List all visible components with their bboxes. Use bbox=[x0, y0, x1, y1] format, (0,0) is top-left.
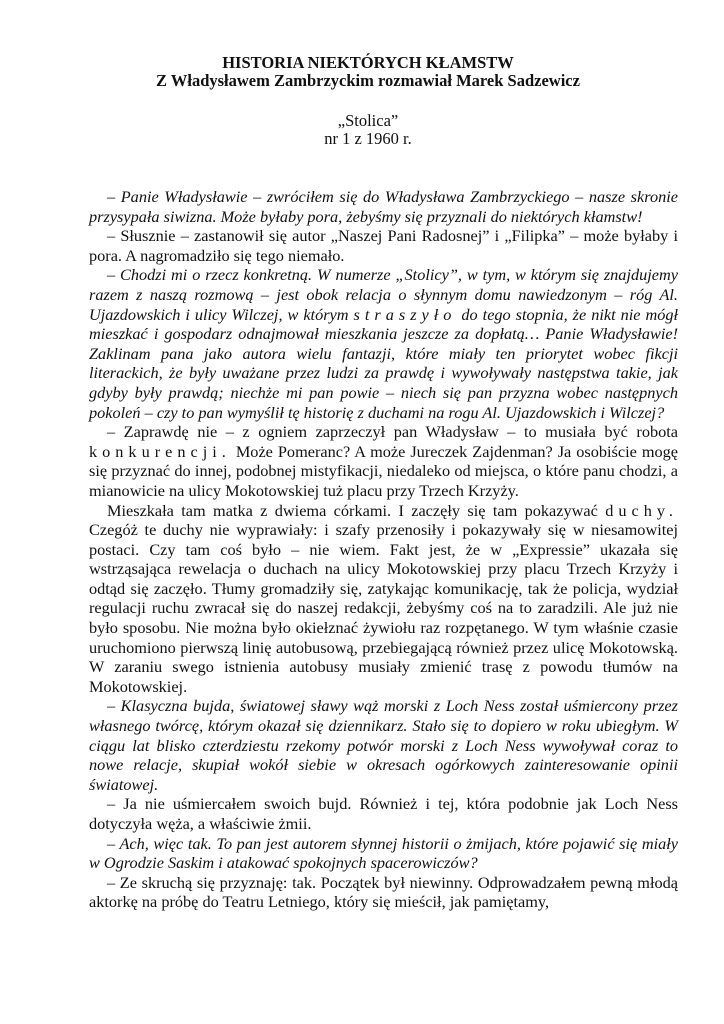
source-publication: „Stolica” bbox=[337, 111, 399, 130]
spaced-emphasis-text: duchy. bbox=[605, 500, 678, 520]
paragraph-text: Mieszkała tam matka z dwiema córkami. I zaczęły się tam pokazywać bbox=[107, 500, 606, 520]
paragraph-text: Może Pomeranc? A może Jureczek Zajdenman? Ja osobiście mogę się przyznać do innej, podobnej mistyfikacji, niedaleko od miejsca, o które panu chodzi, a mianowicie na ulicy Mokotowskiej tuż placu przy Trzech Krzyży. bbox=[89, 441, 678, 500]
source-issue: nr 1 z 1960 r. bbox=[324, 129, 412, 148]
paragraph bbox=[89, 873, 678, 912]
paragraph-text: do tego stopnia, że nikt nie mógł mieszkać i gospodarz odnajmował mieszkania jeszcze za dopłatą… Panie Władysławie! Zaklinam pana jako autora wielu fantazji, które miały ten priorytet wobec fikcji literackich, że były uważane przez ludzi za prawdę i wywoływały następstwa takie, jak gdyby były prawdą; niechże mi pan powie – niech się pan przyzna wobec następnych pokoleń – czy to pan wymyślił tę historię z duchami na rogu Al. Ujazdowskich i Wilczej? bbox=[89, 304, 679, 422]
paragraph bbox=[89, 265, 678, 422]
paragraph-text: – Ja nie uśmiercałem swoich bujd. Również i tej, która podobnie jak Loch Ness dotyczyła węża, a właściwie żmii. bbox=[89, 794, 678, 833]
spaced-emphasis-text: straszyło bbox=[353, 304, 457, 324]
paragraph-text: – Klasyczna bujda, światowej sławy wąż morski z Loch Ness został uśmiercony przez własnego twórcę, którym okazał się dziennikarz. Stało się to dopiero w roku ubiegłym. W ciągu lat blisko czterdziestu rzekomy potwór morski z Loch Ness wywoływał coraz to nowe relacje, skupiał wokół siebie w okresach ogórkowych zainteresowanie opinii światowej. bbox=[89, 696, 678, 794]
paragraph-text: – Panie Władysławie – zwróciłem się do Władysława Zambrzyckiego – nasze skronie przysypała siwizna. Może byłaby pora, żebyśmy się przyznali do niektórych kłamstw! bbox=[89, 187, 678, 226]
paragraph-text: Czegóż te duchy nie wyprawiały: i szafy przenosiły i pokazywały się w niesamowitej postaci. Czy tam coś było – nie wiem. Fakt jest, że w „Expressie” ukazała się wstrząsająca rewelacja o duchach na ulicy Mokotowskiej przy placu Trzech Krzyży i odtąd się zaczęło. Tłumy gromadziły się, zatykając komunikację, tak że policja, wydział regulacji ruchu zwracał się do naszej redakcji, żebyśmy coś na to zaradzili. Ale już nie było sposobu. Nie można było okiełznać żywiołu raz rozpętanego. W tym właśnie czasie uruchomiono pierwszą linię autobusową, przebiegającą również przez ulicę Mokotowską. W zaraniu swego istnienia autobusy musiały zmienić trasę z powodu tłumów na Mokotowskiej. bbox=[89, 520, 678, 696]
paragraph-text: – Chodzi mi o rzecz konkretną. W numerze „Stolicy”, w tym, w którym się znajdujemy razem z naszą rozmową – jest obok relacja o słynnym domu nawiedzonym – róg Al. Ujazdowskich i ulicy Wilczej, w którym bbox=[89, 265, 678, 324]
paragraph bbox=[89, 696, 678, 794]
article-subtitle: Z Władysławem Zambrzyckim rozmawiał Marek Sadzewicz bbox=[156, 71, 580, 90]
paragraph-text: – Zaprawdę nie – z ogniem zaprzeczył pan Władysław – to musiała być robota bbox=[107, 422, 678, 442]
paragraph bbox=[89, 834, 678, 873]
spaced-emphasis-text: konkurencji. bbox=[89, 441, 231, 461]
paragraph bbox=[89, 501, 678, 697]
article-title: HISTORIA NIEKTÓRYCH KŁAMSTW bbox=[222, 53, 514, 72]
paragraph-text: – Ach, więc tak. To pan jest autorem słynnej historii o żmijach, które pojawić się miały w Ogrodzie Saskim i atakować spokojnych spacerowiczów? bbox=[89, 833, 678, 873]
paragraph-text: – Ze skruchą się przyznaję: tak. Początek był niewinny. Odprowadzałem pewną młodą aktorkę na próbę do Teatru Letniego, który się mieścił, jak pamiętamy, bbox=[89, 872, 678, 912]
paragraph bbox=[89, 226, 678, 265]
paragraph bbox=[89, 794, 678, 833]
article-body bbox=[89, 187, 678, 912]
paragraph bbox=[89, 422, 678, 500]
paragraph bbox=[89, 187, 678, 226]
paragraph-text: – Słusznie – zastanowił się autor „Naszej Pani Radosnej” i „Filipka” – może byłaby i pora. A nagromadziło się tego niemało. bbox=[89, 226, 678, 265]
